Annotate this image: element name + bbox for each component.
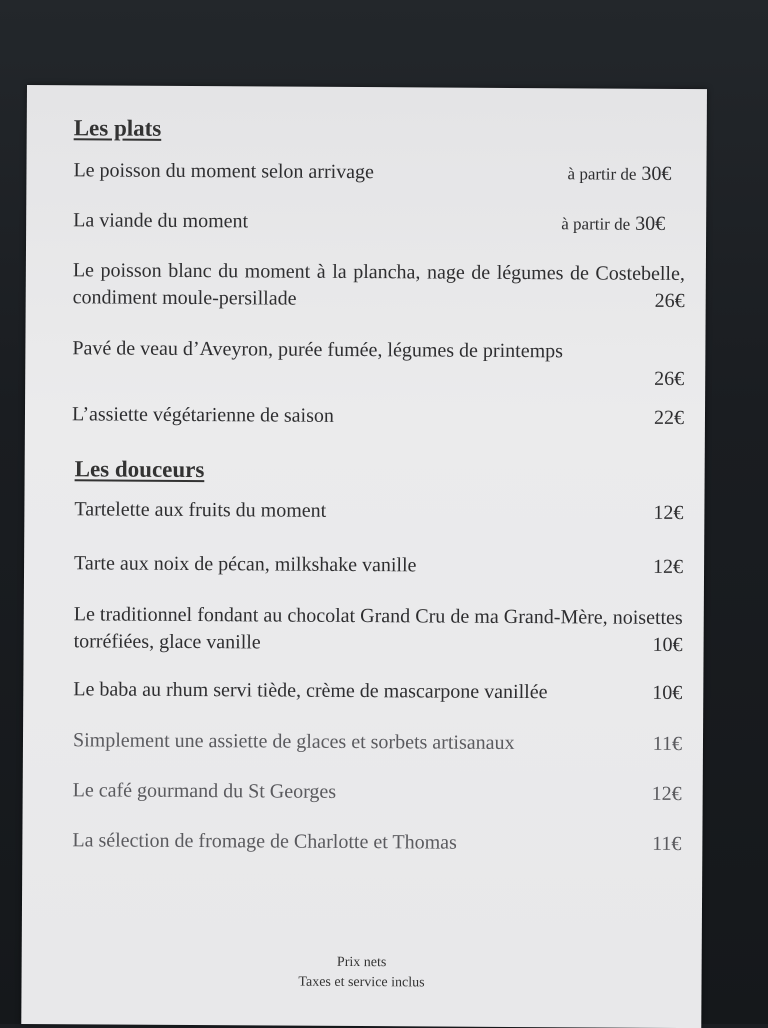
menu-footer	[21, 951, 701, 995]
menu-item	[72, 401, 684, 432]
item-price: 26€	[654, 289, 685, 313]
footer-taxes: Taxes et service inclus	[298, 974, 425, 991]
item-price: 11€	[652, 732, 683, 756]
item-name: Le poisson du moment selon arrivage	[73, 159, 375, 184]
menu-item	[73, 777, 682, 808]
item-name: Le café gourmand du St Georges	[72, 779, 337, 803]
footer-prix-nets: Prix nets	[336, 954, 387, 971]
item-price: 12€	[651, 782, 682, 806]
item-price: 10€	[652, 681, 683, 705]
section-title-plats: Les plats	[73, 115, 162, 141]
section-title-douceurs: Les douceurs	[74, 456, 205, 483]
item-price	[561, 210, 665, 238]
menu-item	[73, 727, 682, 758]
item-name: Le traditionnel fondant au chocolat Grand Cru de ma Grand-Mère, noisettes torréfiées, glace vanille	[73, 603, 683, 654]
price-value: 30€	[635, 212, 666, 235]
menu-item	[72, 335, 684, 393]
item-price: 10€	[652, 633, 683, 657]
item-name: Pavé de veau d’Aveyron, purée fumée, légumes de printemps	[72, 337, 564, 363]
menu-item	[73, 257, 685, 315]
price-value: 30€	[641, 162, 672, 185]
menu-item	[72, 827, 681, 858]
item-price: 22€	[653, 406, 685, 430]
item-price: 26€	[654, 367, 685, 391]
price-prefix: à partir de	[561, 214, 631, 234]
menu-item	[74, 496, 683, 527]
menu-item	[73, 157, 685, 188]
price-prefix: à partir de	[567, 164, 637, 184]
menu-item	[73, 207, 685, 238]
menu-item	[73, 676, 682, 707]
item-price: 11€	[652, 832, 682, 856]
item-name: L’assiette végétarienne de saison	[71, 403, 335, 427]
menu-item	[74, 550, 683, 581]
item-name: La sélection de fromage de Charlotte et Thomas	[72, 829, 457, 854]
item-name: Simplement une assiette de glaces et sorbets artisanaux	[72, 729, 515, 754]
menu-sheet	[21, 85, 707, 1028]
item-name: Le poisson blanc du moment à la plancha, nage de légumes de Costebelle, condiment moule-persillade	[72, 259, 685, 310]
item-price: 12€	[653, 555, 684, 579]
item-name: Tartelette aux fruits du moment	[74, 498, 327, 522]
item-price	[567, 160, 671, 188]
item-price: 12€	[653, 501, 684, 525]
item-name: Le baba au rhum servi tiède, crème de mascarpone vanillée	[73, 678, 548, 704]
item-name: La viande du moment	[73, 209, 249, 233]
item-name: Tarte aux noix de pécan, milkshake vanille	[74, 552, 417, 577]
menu-item	[74, 601, 683, 659]
menu-content	[69, 115, 686, 858]
